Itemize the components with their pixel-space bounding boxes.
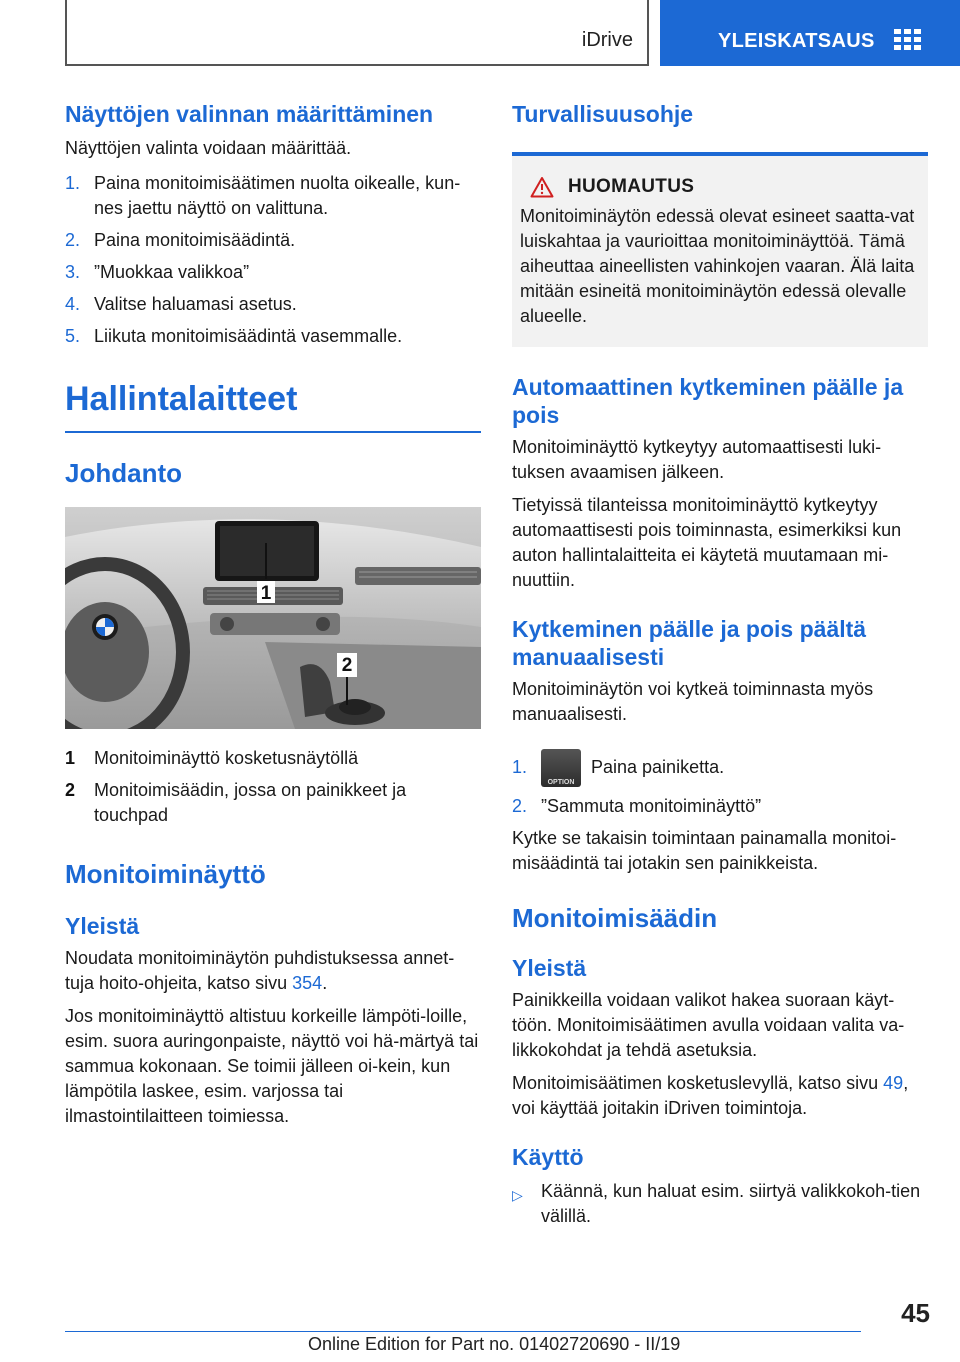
list-item: 1. Paina monitoimisäätimen nuolta oikealle, kun-nes jaettu näyttö on valittuna.: [65, 173, 461, 218]
section-title: YLEISKATSAUS: [718, 30, 875, 52]
figure-callout-1: 1: [260, 583, 272, 604]
option-button-icon: OPTION: [541, 749, 581, 787]
page-link-49[interactable]: 49: [883, 1073, 904, 1094]
use-list: [512, 1179, 928, 1229]
section-tab[interactable]: [660, 0, 960, 66]
heading-monitor: Monitoiminäyttö: [65, 859, 266, 889]
heading-manual-switch: Kytkeminen päälle ja pois päältä manuaalisesti: [512, 616, 867, 670]
heading-use: Käyttö: [512, 1144, 584, 1171]
list-item: 3. ”Muokkaa valikkoa”: [65, 262, 250, 282]
heading-general: Yleistä: [65, 913, 140, 939]
list-item: 2. Paina monitoimisäädintä.: [65, 230, 296, 250]
heading-general-2: Yleistä: [512, 955, 587, 982]
caption-item: 2 Monitoimisäädin, jossa on painikkeet ja touchpad: [65, 780, 407, 825]
paragraph-heat: Jos monitoiminäyttö altistuu korkeille lämpöti-loille, esim. suora auringonpaiste, näyttö voi hä-märtyä tai sammua kokonaan. Se toimii jälleen oi-kein, kun lämpötila laskee, esim. varjossa tai ilmastointilaitteen toimiessa.: [65, 1006, 479, 1126]
list-item: ▷ Käännä, kun haluat esim. siirtyä valikkokoh-tien välillä.: [512, 1181, 921, 1227]
figure-callout-2: 2: [341, 655, 353, 676]
manual-steps: [512, 747, 928, 819]
paragraph-cleaning: Noudata monitoiminäytön puhdistuksessa annet-tuja hoito-ohjeita, katso sivu 354.: [65, 948, 455, 993]
paragraph-controller-1: Painikkeilla voidaan valikot hakea suoraan käyt-töön. Monitoimisäätimen avulla voidaan valita va-likkokohdat ja tehdä asetuksia.: [512, 990, 905, 1061]
paragraph-auto-2: Tietyissä tilanteissa monitoiminäyttö kytkeytyy automaattisesti pois toiminnasta, esimerkiksi kun auton hallintalaitteita ei käytetä muutamaan mi-nuuttiin.: [512, 495, 902, 590]
chapter-title: iDrive: [581, 29, 633, 51]
list-item: 1. OPTION Paina painiketta.: [512, 747, 928, 787]
left-column: [65, 100, 481, 1129]
list-item: 5. Liikuta monitoimisäädintä vasemmalle.: [65, 326, 403, 346]
heading-controller: Monitoimisäädin: [512, 903, 718, 934]
cockpit-illustration: [65, 507, 481, 729]
page-link-354[interactable]: 354: [292, 973, 323, 993]
footer-rule: [65, 1331, 861, 1332]
warning-text: Monitoiminäytön edessä olevat esineet saatta-vat luiskahtaa ja vaurioittaa monitoiminäyttöä. Tämä aiheuttaa aineellisten vahinkojen vaaran. Älä laita mitään esineitä monitoiminäytön edessä olevalle alueelle.: [520, 206, 915, 326]
heading-safety: Turvallisuusohje: [512, 101, 694, 127]
grid-menu-icon[interactable]: [894, 29, 922, 51]
footer-edition: Online Edition for Part no. 01402720690 - II/19: [308, 1334, 681, 1354]
page-number: 45: [901, 1298, 930, 1328]
select-steps: [65, 171, 481, 349]
paragraph-controller-2: Monitoimisäätimen kosketuslevyllä, katso sivu 49, voi käyttää joitakin iDriven toimintoja.: [512, 1073, 909, 1119]
warning-triangle-icon: [530, 176, 554, 198]
paragraph-manual: Monitoiminäytön voi kytkeä toiminnasta myös manuaalisesti.: [512, 679, 874, 724]
triangle-bullet-icon: ▷: [512, 1187, 523, 1204]
list-item: 4. Valitse haluamasi asetus.: [65, 294, 297, 314]
section-rule: [65, 431, 481, 433]
paragraph-auto-1: Monitoiminäyttö kytkeytyy automaattisesti luki-tuksen avaamisen jälkeen.: [512, 437, 882, 482]
list-item: 2. ”Sammuta monitoiminäyttö”: [512, 796, 762, 817]
warning-box: [512, 152, 928, 347]
caption-item: 1 Monitoiminäyttö kosketusnäytöllä: [65, 748, 359, 768]
paragraph-manual-back: Kytke se takaisin toimintaan painamalla monitoi-misäädintä tai jotakin sen painikkeista.: [512, 828, 897, 874]
heading-controls: Hallintalaitteet: [65, 380, 298, 418]
heading-introduction: Johdanto: [65, 458, 182, 488]
warning-title: HUOMAUTUS: [568, 176, 695, 197]
figure-captions: [65, 746, 481, 828]
heading-select-config: Näyttöjen valinnan määrittäminen: [65, 101, 434, 127]
select-intro: Näyttöjen valinta voidaan määrittää.: [65, 138, 352, 158]
header-chapter-box: [65, 0, 649, 66]
heading-auto-switch: Automaattinen kytkeminen päälle ja pois: [512, 374, 904, 428]
warning-header: [530, 176, 920, 198]
right-column: [512, 100, 928, 1229]
